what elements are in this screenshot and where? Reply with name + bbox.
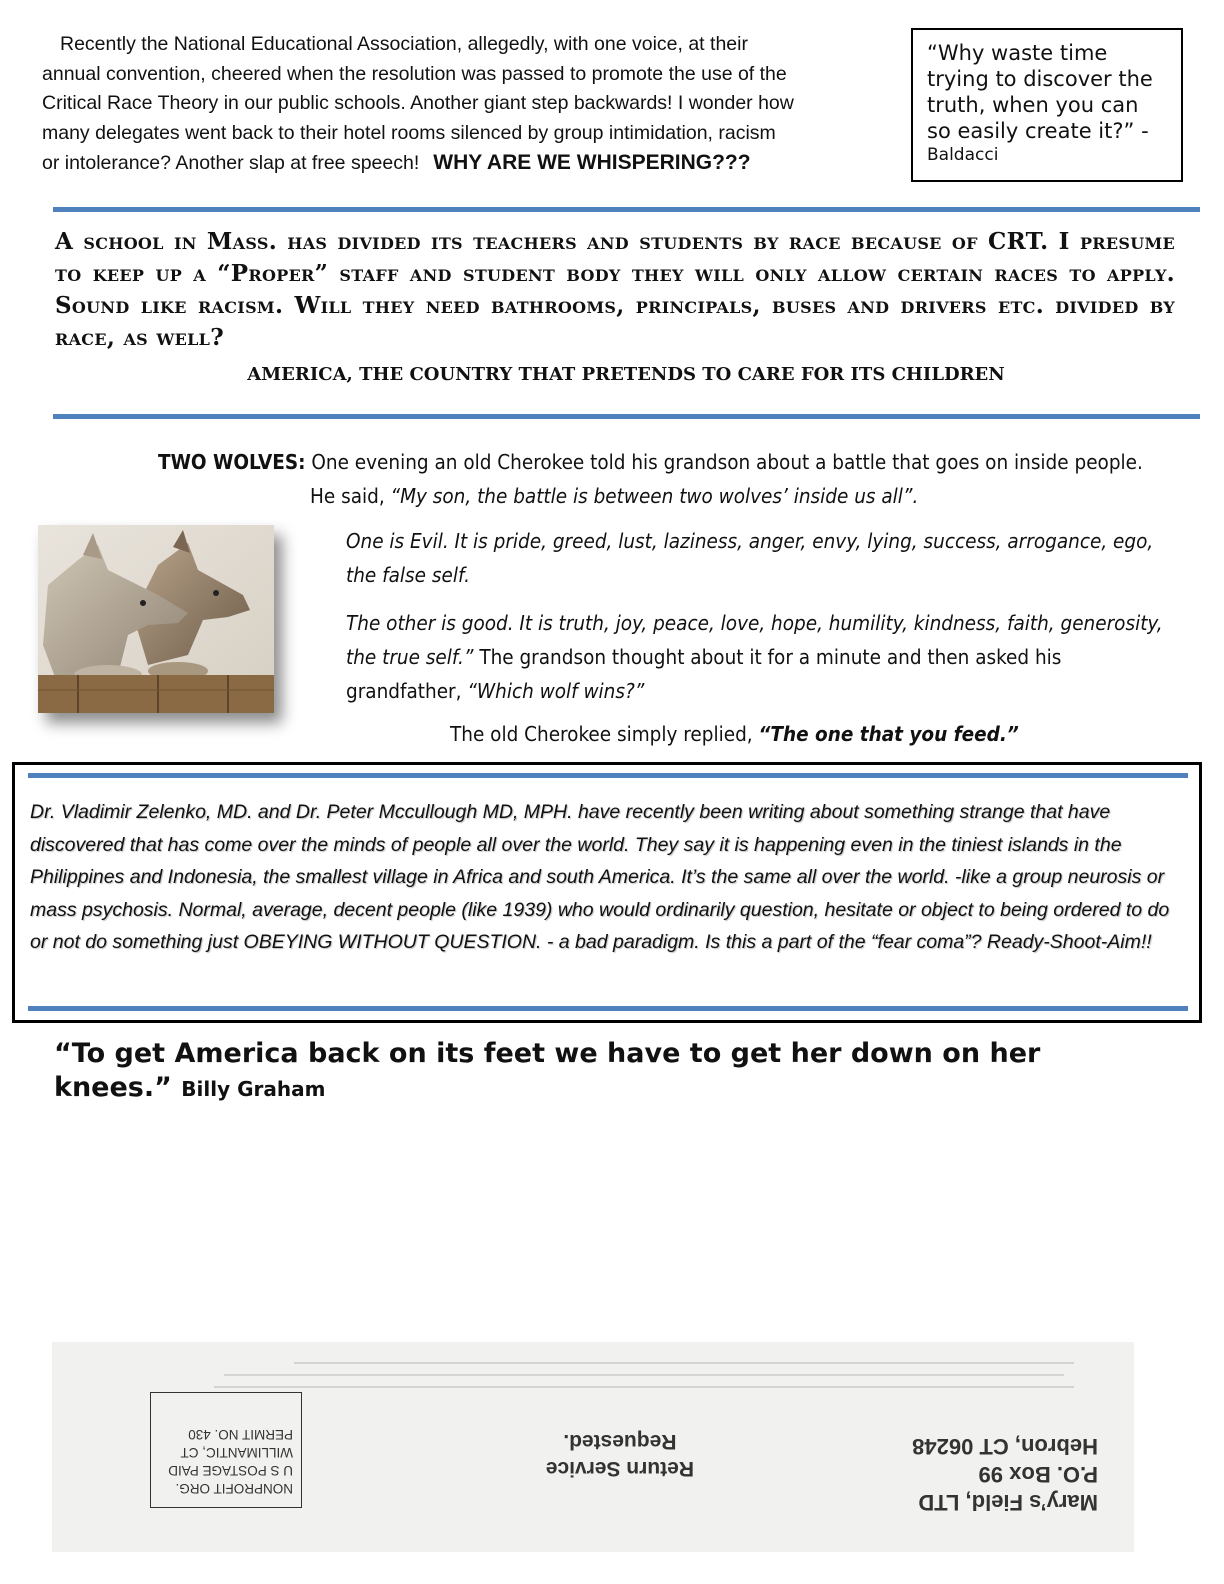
intro-paragraph (42, 30, 902, 179)
baldacci-quote-box (911, 28, 1183, 182)
permit-line: PERMIT NO. 430 (188, 1427, 293, 1442)
divider-rule (53, 414, 1200, 419)
return-line: Return Service (545, 1457, 694, 1480)
wolf-good-paragraph (346, 606, 1166, 708)
wolves-illustration (38, 525, 274, 713)
intro-line: or intolerance? Another slap at free speech! (42, 152, 420, 174)
quote-author: Baldacci (927, 145, 999, 165)
divider-rule (53, 207, 1200, 212)
divider-rule (28, 1006, 1188, 1011)
wolves-title: TWO WOLVES: (158, 450, 306, 474)
postage-permit-box (150, 1392, 302, 1508)
crt-subtitle: AMERICA, THE COUNTRY THAT PRETENDS TO CARE FOR ITS CHILDREN (247, 364, 1005, 385)
whispering-headline: WHY ARE WE WHISPERING??? (433, 151, 751, 174)
address-line: Hebron, CT 06248 (912, 1434, 1098, 1459)
quote-text: “Why waste time trying to discover the truth, when you can so easily create it?” - (927, 41, 1153, 143)
zelenko-paragraph: Dr. Vladimir Zelenko, MD. and Dr. Peter Mccullough MD, MPH. have recently been writing about something strange that have discovered that has come over the minds of people all over the world. They say it is happening even in the tiniest islands in the Philippines and Indonesia, the smallest village in Africa and south America. It’s the same all over the world. -like a group neurosis or mass psychosis. Normal, average, decent people (like 1939) who would ordinarily question, hesitate or object to being ordered to do or not do something just OBEYING WITHOUT QUESTION. - a bad paradigm. Is this a part of the “fear coma”? Ready-Shoot-Aim!! (30, 801, 1170, 953)
wolves-said-quote: “My son, the battle is between two wolves’ inside us all”. (390, 484, 919, 508)
wolves-said (310, 482, 918, 510)
permit-line: U S POSTAGE PAID (168, 1463, 293, 1478)
mailing-panel (52, 1342, 1134, 1552)
intro-line: annual convention, cheered when the resolution was passed to promote the use of the (42, 62, 787, 85)
bleed-through-texture (194, 1349, 1074, 1392)
address-line: P.O. Box 99 (978, 1462, 1098, 1487)
intro-line: Recently the National Educational Association, allegedly, with one voice, at their (60, 33, 748, 55)
intro-line: many delegates went back to their hotel rooms silenced by group intimidation, racism (42, 121, 776, 144)
wolves-intro-text: One evening an old Cherokee told his grandson about a battle that goes on inside people. (311, 450, 1143, 474)
divider-rule (28, 773, 1188, 778)
permit-line: NONPROFIT ORG. (175, 1481, 293, 1496)
reply-text: The old Cherokee simply replied, (450, 722, 753, 746)
return-line: Requested. (563, 1430, 677, 1453)
wolf-good-text: The other is good. It is truth, joy, peace, love, hope, humility, kindness, faith, generosity, the true self.” (346, 611, 1163, 669)
which-wolf-question: “Which wolf wins?” (467, 679, 645, 703)
intro-line-last (42, 148, 902, 179)
address-line: Mary’s Field, LTD (918, 1490, 1098, 1515)
permit-line: WILLIMANTIC, CT (180, 1445, 293, 1460)
reply-quote: “The one that you feed.” (758, 722, 1019, 746)
crt-paragraph: A school in Mass. has divided its teachers and students by race because of CRT. I presume to keep up a “Proper” staff and student body they will only allow certain races to apply. Sound like racism. Will they need bathrooms, principals, buses and drivers etc. divided by race, as well? (55, 228, 1175, 351)
graham-quote (54, 1037, 1154, 1106)
mailing-panel-rotated (52, 1342, 1134, 1552)
graham-quote-text: “To get America back on its feet we have to get her down on her knees.” (54, 1038, 1041, 1103)
grandson-thought: The grandson thought about it for a minute and then asked his grandfather, (346, 645, 1062, 703)
return-service-notice (546, 1428, 694, 1482)
wolves-said-text: He said, (310, 484, 385, 508)
cherokee-reply (450, 720, 1019, 748)
wolf-evil-text: One is Evil. It is pride, greed, lust, laziness, anger, envy, lying, success, arrogance, ego, the false self. (346, 529, 1154, 587)
intro-line: Critical Race Theory in our public schools. Another giant step backwards! I wonder how (42, 92, 794, 114)
wolves-intro (158, 448, 1188, 476)
sender-address (912, 1432, 1098, 1516)
graham-author: Billy Graham (181, 1077, 326, 1101)
